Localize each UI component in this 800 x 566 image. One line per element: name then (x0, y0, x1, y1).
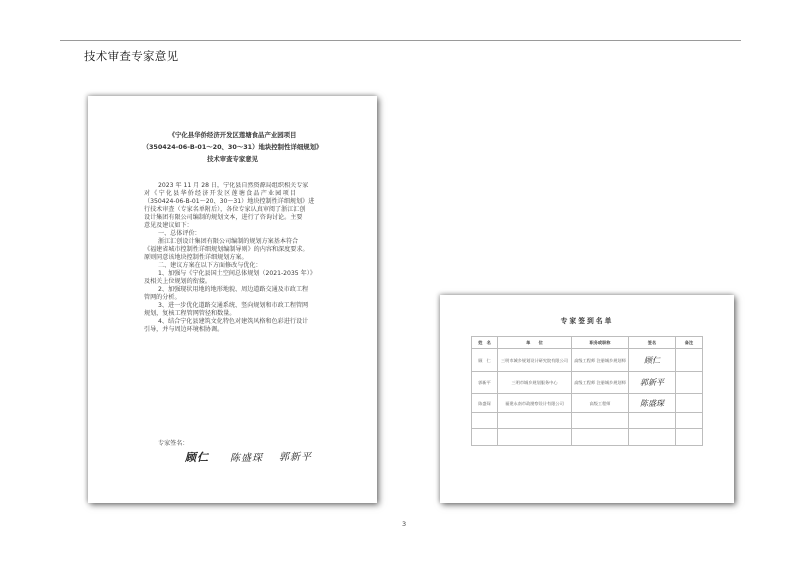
cell-unit: 福建永南市政勘察设计有限公司 (498, 394, 572, 413)
cell-title: 高级工程师 注册城乡规划师 (572, 349, 629, 372)
cell-signature: 郭新平 (629, 372, 676, 394)
cell-note (676, 429, 703, 446)
body-paragraph-intro (144, 182, 334, 334)
column-header-signature: 签名 (629, 337, 676, 349)
body-line: 意见及建议如下： (144, 222, 193, 229)
cell-name: 陈盛琛 (472, 394, 498, 413)
cell-signature (629, 429, 676, 446)
body-line: 2、加强现状用地的地形地貌、周边道路交通及市政工程 (158, 286, 309, 293)
table-row (472, 413, 703, 429)
body-line: 1、加强与《宁化县国土空间总体规划（2021-2035 年）》 (158, 270, 316, 277)
table-row (472, 429, 703, 446)
letter-title-line-1: 《宁化县华侨经济开发区莲塘食品产业园项目 (168, 131, 297, 139)
cell-name (472, 429, 498, 446)
body-line: 及相关上位规划的衔接。 (144, 278, 212, 285)
cell-note (676, 394, 703, 413)
cell-signature (629, 413, 676, 429)
roster-table (471, 336, 703, 446)
table-row (472, 394, 703, 413)
signature-2: 陈盛琛 (230, 453, 263, 464)
cell-note (676, 349, 703, 372)
body-line: 管网的分析。 (144, 294, 181, 301)
column-header-name: 姓 名 (472, 337, 498, 349)
body-line: 3、进一步优化道路交通系统、竖向规划和市政工程管网 (158, 302, 309, 309)
roster-page-scan (440, 295, 734, 503)
body-line: 4、结合宁化县建筑文化特色对建筑风格和色彩进行设计 (158, 318, 309, 325)
header-rule (60, 40, 741, 41)
opinion-page-scan (88, 96, 377, 503)
cell-signature: 陈盛琛 (629, 394, 676, 413)
body-line: 引导，并与周边环境相协调。 (144, 326, 224, 333)
page-number: 3 (402, 520, 407, 528)
signature-label: 专家签名： (158, 440, 189, 447)
body-line: 《福建省城市控制性详细规划编制导则》的内容和深度要求。 (144, 246, 309, 253)
body-line: 2023 年 11 月 28 日，宁化县自然资源局组织相关专家 (158, 182, 309, 189)
column-header-note: 备注 (676, 337, 703, 349)
cell-note (676, 413, 703, 429)
section-heading: 技术审查专家意见 (84, 49, 179, 63)
column-header-unit: 单 位 (498, 337, 572, 349)
cell-name (472, 413, 498, 429)
column-header-title: 职务或职称 (572, 337, 629, 349)
cell-unit: 三明市城乡规划服务中心 (498, 372, 572, 394)
body-line: 二、建议方案在以下方面修改与优化： (158, 262, 262, 269)
cell-unit (498, 429, 572, 446)
table-row (472, 349, 703, 372)
cell-signature: 顾仁 (629, 349, 676, 372)
signature-3: 郭新平 (279, 452, 312, 463)
cell-name: 郭新平 (472, 372, 498, 394)
body-line: 浙江汇创设计集团有限公司编制的规划方案基本符合 (158, 238, 299, 245)
cell-title (572, 429, 629, 446)
cell-title (572, 413, 629, 429)
cell-title: 高级工程师 (572, 394, 629, 413)
table-header-row (472, 337, 703, 349)
body-line: 规划，复核工程管网管径和数量。 (144, 310, 236, 317)
signature-1: 顾仁 (185, 451, 209, 464)
cell-unit: 三明市城乡规划设计研究院有限公司 (498, 349, 572, 372)
letter-title-line-3: 技术审查专家意见 (206, 155, 259, 163)
body-line: 对《宁化县华侨经济开发区莲塘食品产业园项目 (144, 190, 298, 197)
body-line: 行技术审查（专家名单附后），各位专家认真审阅了浙江汇创 (144, 206, 306, 213)
body-line: 原则同意该地块控制性详细规划方案。 (144, 254, 248, 261)
letter-title-line-2: （350424-06-B-01～20、30～31）地块控制性详细规划》 (142, 143, 323, 151)
body-line: （350424-06-B-01～20、30～31）地块控制性详细规划》进 (144, 198, 315, 205)
body-line: 设计集团有限公司编制的规划文本，进行了咨询讨论。主要 (144, 214, 303, 221)
cell-name: 顾 仁 (472, 349, 498, 372)
cell-title: 高级工程师 注册城乡规划师 (572, 372, 629, 394)
roster-title: 专家签到名单 (560, 317, 614, 325)
body-line: 一、总体评价： (158, 230, 201, 237)
cell-note (676, 372, 703, 394)
table-row (472, 372, 703, 394)
cell-unit (498, 413, 572, 429)
